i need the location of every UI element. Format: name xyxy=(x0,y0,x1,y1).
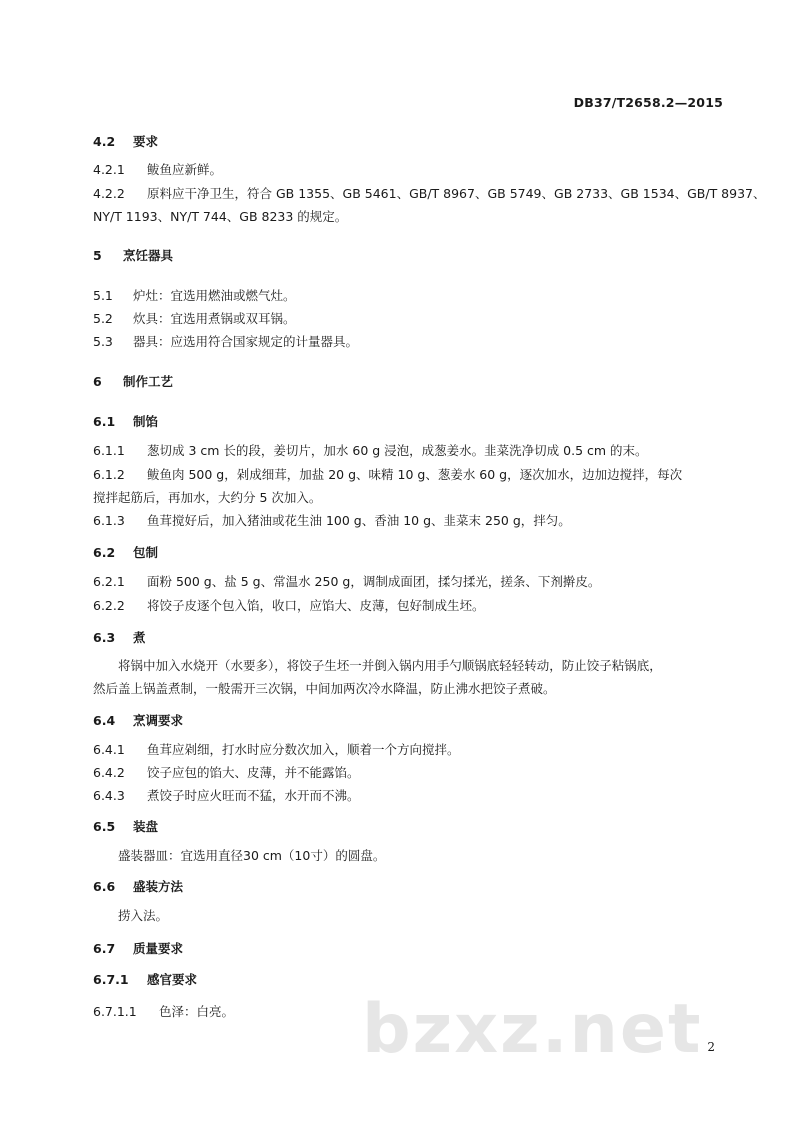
section-number: 6.2 xyxy=(93,545,116,560)
paragraph-text: 将锅中加入水烧开（水要多），将饺子生坯一并倒入锅内用手勺顺锅底轻轻转动，防止饺子粘锅底， xyxy=(118,658,662,673)
line-20 xyxy=(93,713,183,729)
clause-number: 6.4.3 xyxy=(93,788,125,803)
line-28 xyxy=(93,941,183,957)
line-30 xyxy=(93,1004,234,1020)
clause-number: 6.1.3 xyxy=(93,513,125,528)
clause-text: 器具：应选用符合国家规定的计量器具。 xyxy=(133,334,359,349)
clause-text: 葱切成 3 cm 长的段，姜切片，加水 60 g 浸泡，成葱姜水。韭菜洗净切成 0.5 cm 的末。 xyxy=(147,443,648,458)
section-heading: 感官要求 xyxy=(147,972,198,987)
line-18 xyxy=(118,658,662,674)
line-8 xyxy=(93,374,173,390)
line-27 xyxy=(118,908,168,924)
line-21 xyxy=(93,742,460,758)
line-24 xyxy=(93,819,158,835)
clause-text: 鱼茸搅好后，加入猪油或花生油 100 g、香油 10 g、韭菜末 250 g，拌匀。 xyxy=(147,513,571,528)
clause-text: 鲅鱼应新鲜。 xyxy=(147,162,223,177)
line-25 xyxy=(118,848,385,864)
section-number: 4.2 xyxy=(93,134,116,149)
line-19 xyxy=(93,681,556,697)
clause-text: NY/T 1193、NY/T 744、GB 8233 的规定。 xyxy=(93,209,348,224)
section-heading: 煮 xyxy=(133,630,146,645)
section-heading: 包制 xyxy=(133,545,159,560)
line-7 xyxy=(93,334,358,350)
line-14 xyxy=(93,545,158,561)
line-22 xyxy=(93,765,360,781)
line-10 xyxy=(93,443,648,459)
paragraph-text: 盛装器皿：宜选用直径30 cm（10寸）的圆盘。 xyxy=(118,848,386,863)
clause-text: 将饺子皮逐个包入馅，收口，应馅大、皮薄，包好制成生坯。 xyxy=(147,598,485,613)
clause-number: 5.2 xyxy=(93,311,113,326)
clause-number: 4.2.2 xyxy=(93,186,125,201)
line-23 xyxy=(93,788,360,804)
line-0 xyxy=(93,134,158,150)
document-code: DB37/T2658.2—2015 xyxy=(573,95,723,110)
section-heading: 制作工艺 xyxy=(123,374,174,389)
line-12 xyxy=(93,490,321,506)
line-2 xyxy=(93,186,766,202)
section-number: 6.7.1 xyxy=(93,972,129,987)
clause-number: 6.1.1 xyxy=(93,443,125,458)
line-6 xyxy=(93,311,296,327)
section-heading: 要求 xyxy=(133,134,159,149)
clause-text: 原料应干净卫生，符合 GB 1355、GB 5461、GB/T 8967、GB 5749、GB 2733、GB 1534、GB/T 8937、 xyxy=(147,186,766,201)
clause-text: 饺子应包的馅大、皮薄，并不能露馅。 xyxy=(147,765,360,780)
clause-number: 6.4.1 xyxy=(93,742,125,757)
clause-text: 搅拌起筋后，再加水，大约分 5 次加入。 xyxy=(93,490,322,505)
line-15 xyxy=(93,574,600,590)
clause-text: 鱼茸应剁细，打水时应分数次加入，顺着一个方向搅拌。 xyxy=(147,742,460,757)
section-number: 6.4 xyxy=(93,713,116,728)
clause-text: 鲅鱼肉 500 g，剁成细茸，加盐 20 g、味精 10 g、葱姜水 60 g，逐次加水，边加边搅拌，每次 xyxy=(147,467,683,482)
line-29 xyxy=(93,972,197,988)
clause-number: 5.3 xyxy=(93,334,113,349)
clause-number: 6.4.2 xyxy=(93,765,125,780)
line-17 xyxy=(93,630,146,646)
watermark: bzxz.net xyxy=(362,990,703,1069)
section-number: 6 xyxy=(93,374,102,389)
section-number: 6.3 xyxy=(93,630,116,645)
clause-text: 炊具：宜选用煮锅或双耳锅。 xyxy=(133,311,296,326)
line-16 xyxy=(93,598,485,614)
line-13 xyxy=(93,513,571,529)
paragraph-text: 然后盖上锅盖煮制，一般需开三次锅，中间加两次冷水降温，防止沸水把饺子煮破。 xyxy=(93,681,556,696)
clause-text: 面粉 500 g、盐 5 g、常温水 250 g，调制成面团，揉匀揉光，搓条、下剂擀皮。 xyxy=(147,574,601,589)
line-4 xyxy=(93,248,173,264)
clause-number: 6.2.2 xyxy=(93,598,125,613)
section-heading: 装盘 xyxy=(133,819,159,834)
clause-number: 6.7.1.1 xyxy=(93,1004,137,1019)
line-9 xyxy=(93,414,158,430)
section-heading: 制馅 xyxy=(133,414,159,429)
clause-number: 6.1.2 xyxy=(93,467,125,482)
section-number: 6.5 xyxy=(93,819,116,834)
clause-number: 4.2.1 xyxy=(93,162,125,177)
line-5 xyxy=(93,288,296,304)
line-3 xyxy=(93,209,347,225)
clause-text: 炉灶：宜选用燃油或燃气灶。 xyxy=(133,288,296,303)
clause-text: 煮饺子时应火旺而不猛，水开而不沸。 xyxy=(147,788,360,803)
section-number: 5 xyxy=(93,248,102,263)
section-heading: 烹调要求 xyxy=(133,713,184,728)
page-number: 2 xyxy=(707,1040,715,1054)
section-number: 6.6 xyxy=(93,879,116,894)
clause-number: 6.2.1 xyxy=(93,574,125,589)
clause-text: 色泽：白亮。 xyxy=(159,1004,235,1019)
section-number: 6.1 xyxy=(93,414,116,429)
section-number: 6.7 xyxy=(93,941,116,956)
line-1 xyxy=(93,162,222,178)
clause-number: 5.1 xyxy=(93,288,113,303)
paragraph-text: 捞入法。 xyxy=(118,908,169,923)
section-heading: 质量要求 xyxy=(133,941,184,956)
line-11 xyxy=(93,467,682,483)
section-heading: 烹饪器具 xyxy=(123,248,174,263)
section-heading: 盛装方法 xyxy=(133,879,184,894)
line-26 xyxy=(93,879,183,895)
